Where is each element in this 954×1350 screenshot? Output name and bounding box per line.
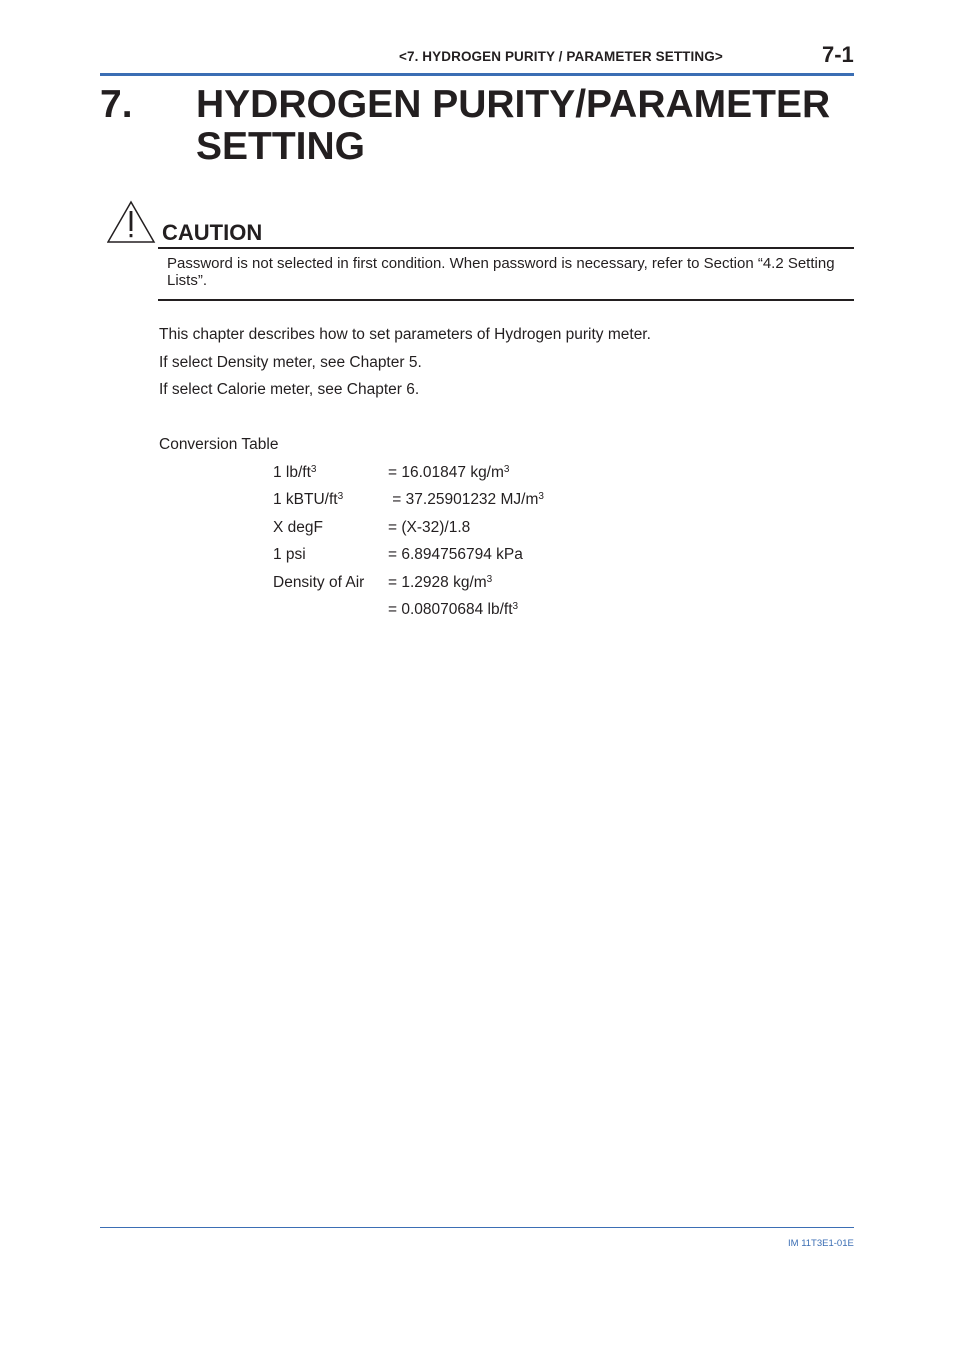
- footer-rule: [100, 1227, 854, 1228]
- caution-rule-top: [158, 247, 854, 249]
- chapter-title: HYDROGEN PURITY/PARAMETER SETTING: [196, 83, 831, 168]
- caution-rule-bottom: [158, 299, 854, 301]
- caution-label: CAUTION: [162, 220, 263, 245]
- conversion-key: 1 $lb/ft^3$: [273, 464, 317, 481]
- intro-paragraph: If select Density meter, see Chapter 5.: [159, 354, 422, 371]
- caution-text: Password is not selected in first condition. When password is necessary, refer to Section “4.2 Setting Lists”.: [167, 255, 835, 289]
- running-header: <7. HYDROGEN PURITY / PARAMETER SETTING>: [399, 49, 723, 64]
- conversion-key: 1 psi: [273, 546, 306, 563]
- conversion-key: 1 kBTU/$ft^3$: [273, 491, 344, 508]
- conversion-value: = 37.25901232 $MJ/m^3$: [388, 491, 544, 508]
- document-id: IM 11T3E1-01E: [788, 1238, 854, 1249]
- conversion-value: = 16.01847 $kg/m^3$: [388, 464, 510, 481]
- warning-triangle-icon: [107, 200, 157, 244]
- header-rule: [100, 73, 854, 76]
- page-number: 7-1: [822, 42, 854, 67]
- conversion-value: = 0.08070684 $lb/ft^3$: [388, 601, 519, 618]
- conversion-value: = 6.894756794 kPa: [388, 546, 523, 563]
- conversion-value: = 1.2928 $kg/m^3$: [388, 574, 493, 591]
- intro-paragraph: This chapter describes how to set parameters of Hydrogen purity meter.: [159, 326, 651, 343]
- conversion-value: = (X-32)/1.8: [388, 519, 471, 536]
- conversion-key: X degF: [273, 519, 323, 536]
- conversion-key: Density of Air: [273, 574, 365, 591]
- intro-paragraph: If select Calorie meter, see Chapter 6.: [159, 381, 420, 398]
- conversion-table-heading: Conversion Table: [159, 436, 279, 453]
- chapter-number: 7.: [100, 83, 133, 126]
